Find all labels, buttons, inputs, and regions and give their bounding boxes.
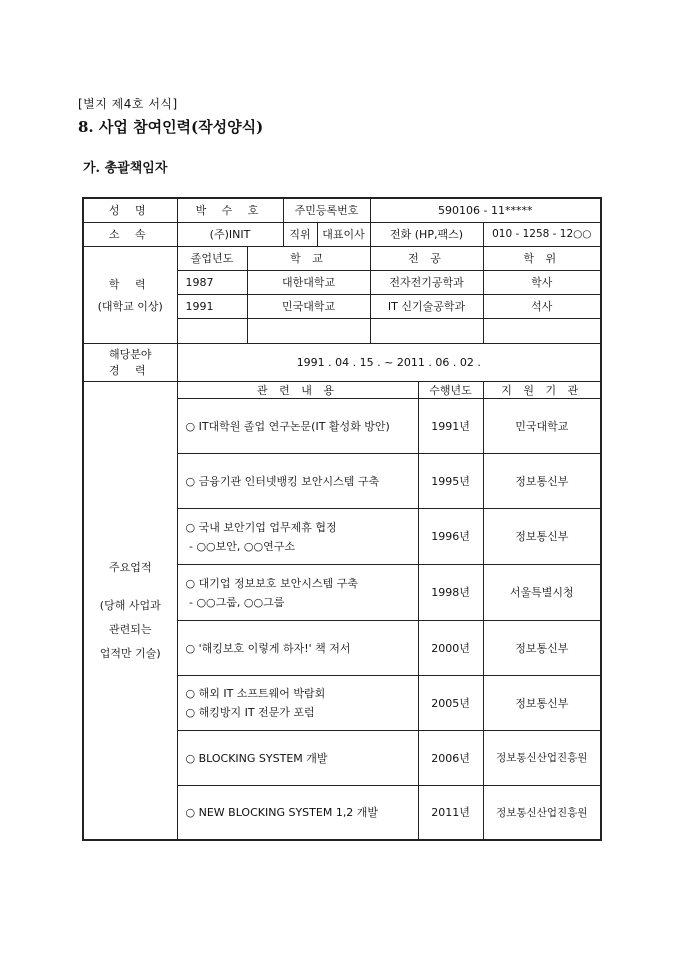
id-number-label: 주민등록번호 (283, 198, 370, 222)
achievements-agency-header: 지 원 기 관 (483, 381, 601, 398)
phone-label: 전화 (HP,팩스) (370, 222, 483, 246)
career-label (83, 343, 177, 381)
achievement-year: 2006년 (418, 730, 483, 785)
achievement-content (177, 508, 418, 564)
achievement-year: 1995년 (418, 453, 483, 508)
achievement-year: 2011년 (418, 785, 483, 840)
education-year-header: 졸업년도 (177, 246, 247, 270)
achievement-agency: 정보통신부 (483, 453, 601, 508)
achievement-year: 1998년 (418, 564, 483, 620)
position-value: 대표이사 (317, 222, 370, 246)
achievement-content (177, 453, 418, 508)
achievement-content-line1: ○ '해킹보호 이렇게 하자!' 책 저서 (185, 641, 351, 655)
achievement-content (177, 675, 418, 730)
education-header-row (83, 246, 601, 270)
career-label-line1: 해당분야 (108, 348, 152, 361)
education-major: 전자전기공학과 (370, 270, 483, 294)
achievement-content (177, 730, 418, 785)
achievements-year-header: 수행년도 (418, 381, 483, 398)
education-label-line1: 학 력 (108, 277, 152, 291)
achievement-agency: 정보통신부 (483, 620, 601, 675)
affiliation-value: (주)INIT (177, 222, 283, 246)
achievement-content-line1: ○ 해외 IT 소프트웨어 박람회 (185, 687, 326, 700)
career-period: 1991 . 04 . 15 . ~ 2011 . 06 . 02 . (177, 343, 601, 381)
achievement-year: 1991년 (418, 398, 483, 453)
personnel-form-table (82, 197, 602, 841)
achievement-year: 1996년 (418, 508, 483, 564)
education-year: 1987 (177, 270, 247, 294)
education-degree-header: 학 위 (483, 246, 601, 270)
achievement-content-line1: ○ BLOCKING SYSTEM 개발 (185, 751, 328, 765)
education-school (247, 318, 370, 343)
achievement-agency: 정보통신부 (483, 675, 601, 730)
achievement-agency: 서울특별시청 (483, 564, 601, 620)
achievements-content-header: 관 련 내 용 (177, 381, 418, 398)
education-school-header: 학 교 (247, 246, 370, 270)
education-school: 민국대학교 (247, 294, 370, 318)
education-major (370, 318, 483, 343)
achievement-content-line2: ○ 해킹방지 IT 전문가 포럼 (185, 706, 315, 719)
achievement-content-line1: ○ 대기업 정보보호 보안시스템 구축 (185, 576, 358, 590)
sub-title: 가. 총괄책임자 (83, 161, 168, 176)
education-year: 1991 (177, 294, 247, 318)
career-label-line2: 경 력 (108, 364, 152, 377)
education-major: IT 신기술공학과 (370, 294, 483, 318)
name-value: 박 수 호 (177, 198, 283, 222)
education-year (177, 318, 247, 343)
education-degree (483, 318, 601, 343)
achievement-content-line1: ○ NEW BLOCKING SYSTEM 1,2 개발 (185, 806, 379, 820)
achievement-year: 2000년 (418, 620, 483, 675)
education-label (83, 246, 177, 343)
achievement-content-line2: - ○○보안, ○○연구소 (185, 539, 295, 553)
education-school: 대한대학교 (247, 270, 370, 294)
form-reference: [별지 제4호 서식] (78, 97, 178, 111)
achievements-label-line3: 관련되는 (108, 623, 152, 637)
education-degree: 학사 (483, 270, 601, 294)
education-degree: 석사 (483, 294, 601, 318)
phone-value: 010 - 1258 - 12○○ (483, 222, 601, 246)
achievement-content (177, 785, 418, 840)
achievements-label-line1: 주요업적 (108, 561, 152, 575)
achievements-label-line2: (당해 사업과 (99, 599, 161, 613)
education-major-header: 전 공 (370, 246, 483, 270)
affiliation-label: 소 속 (83, 222, 177, 246)
achievement-content-line1: ○ IT대학원 졸업 연구논문(IT 활성화 방안) (185, 419, 390, 433)
achievement-content-line1: ○ 금융기관 인터넷뱅킹 보안시스템 구축 (185, 474, 380, 488)
id-number-value: 590106 - 11***** (370, 198, 601, 222)
name-row (83, 198, 601, 222)
section-title: 8. 사업 참여인력(작성양식) (78, 118, 264, 136)
name-label: 성 명 (83, 198, 177, 222)
achievement-year: 2005년 (418, 675, 483, 730)
achievement-content-line2: - ○○그룹, ○○그룹 (185, 595, 285, 609)
achievement-agency: 정보통신부 (483, 508, 601, 564)
achievement-agency: 민국대학교 (483, 398, 601, 453)
affiliation-row (83, 222, 601, 246)
achievement-agency: 정보통신산업진흥원 (483, 730, 601, 785)
achievement-content (177, 620, 418, 675)
achievements-header-row (83, 381, 601, 398)
achievement-content (177, 564, 418, 620)
achievements-label-line4: 업적만 기술) (99, 647, 161, 661)
career-row (83, 343, 601, 381)
achievements-label (83, 381, 177, 840)
achievement-content (177, 398, 418, 453)
position-label: 직위 (283, 222, 317, 246)
achievement-content-line1: ○ 국내 보안기업 업무제휴 협정 (185, 520, 337, 534)
education-label-line2: (대학교 이상) (97, 299, 163, 313)
achievement-agency: 정보통신산업진흥원 (483, 785, 601, 840)
